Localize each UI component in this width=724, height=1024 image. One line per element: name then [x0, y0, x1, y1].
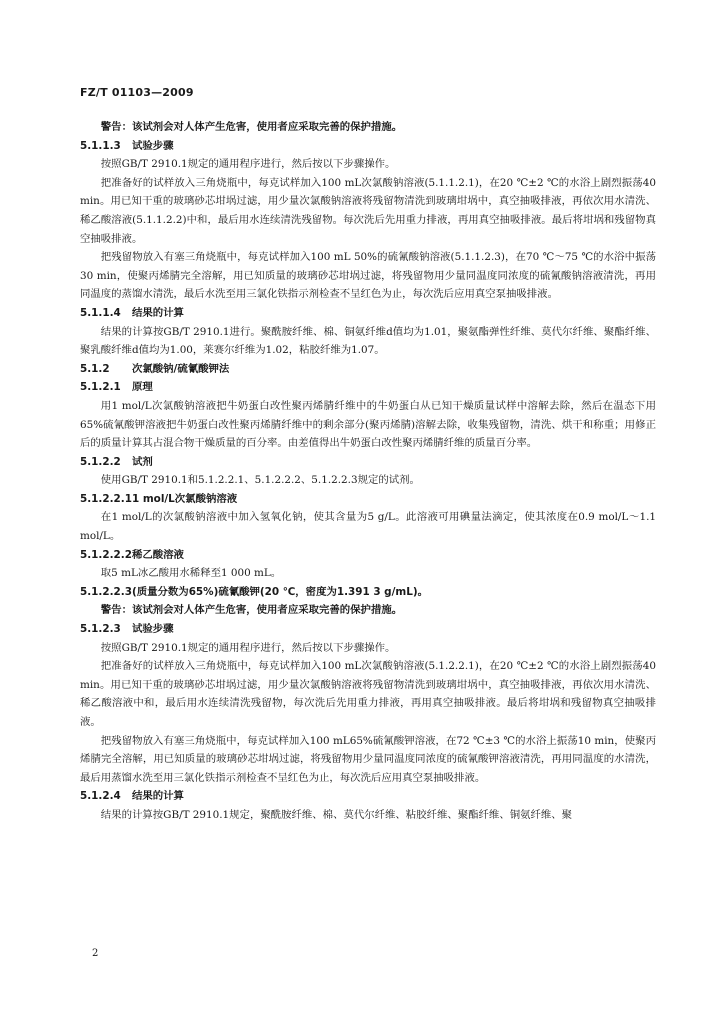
paragraph: 把准备好的试样放入三角烧瓶中，每克试样加入100 mL次氯酸钠溶液(5.1.2.2.1)，在20 ℃±2 ℃的水浴上剧烈振荡40 min。用已知干重的玻璃砂芯坩埚过滤，用少量次氯酸钠溶液将残留物清洗到玻璃坩埚中，真空抽吸排液，再依次用水清洗、稀乙酸溶液中和，最后用水连续清洗残留物，每次洗后先用重力排液，再用真空抽吸排液。最后将坩埚和残留物真空抽吸排液。	[80, 660, 656, 728]
paragraph: 按照GB/T 2910.1规定的通用程序进行，然后按以下步骤操作。	[100, 641, 396, 654]
section-title: 次氯酸钠/硫氰酸钾法	[132, 362, 230, 375]
section-title: (质量分数为65%)硫氰酸钾(20 ℃，密度为1.391 3 g/mL)。	[132, 585, 429, 598]
section-heading	[80, 546, 656, 565]
paragraph: 在1 mol/L的次氯酸钠溶液中加入氢氧化钠，使其含量为5 g/L。此溶液可用碘量法滴定，使其浓度在0.9 mol/L～1.1 mol/L。	[80, 511, 656, 543]
document-code: FZ/T 01103—2009	[80, 86, 194, 99]
section-number: 5.1.1.4	[80, 306, 121, 319]
section-number: 5.1.2.2	[80, 455, 121, 468]
page-number: 2	[92, 948, 99, 959]
section-number: 5.1.2.4	[80, 790, 121, 803]
section-heading	[80, 490, 656, 509]
section-heading	[80, 304, 656, 323]
section-number: 5.1.2.1	[80, 381, 121, 394]
paragraph: 把准备好的试样放入三角烧瓶中，每克试样加入100 mL次氯酸钠溶液(5.1.1.2.1)，在20 ℃±2 ℃的水浴上剧烈振荡40 min。用已知干重的玻璃砂芯坩埚过滤，用少量次氯酸钠溶液将残留物清洗到玻璃坩埚中，真空抽吸排液，再依次用水清洗、稀乙酸溶液(5.1.1.2.2)中和，最后用水连续清洗残留物。每次洗后先用重力排液，再用真空抽吸排液。最后将坩埚和残留物真空抽吸排液。	[80, 176, 656, 245]
section-title: 结果的计算	[132, 306, 184, 319]
section-heading	[80, 453, 656, 472]
section-heading	[80, 620, 656, 639]
paragraph: 把残留物放入有塞三角烧瓶中，每克试样加入100 mL 50%的硫氰酸钠溶液(5.1.1.2.3)，在70 ℃～75 ℃的水浴中振荡30 min，使聚丙烯腈完全溶解，用已知质量的玻璃砂芯坩埚过滤，将残留物用少量同温度同浓度的硫氰酸钠溶液清洗，再用同温度的蒸馏水清洗，最后水洗至用三氯化铁指示剂检查不呈红色为止，每次洗后应用真空泵抽吸排液。	[80, 251, 656, 301]
document-body	[80, 118, 656, 825]
section-heading	[80, 360, 656, 379]
section-number: 5.1.2.2.1	[80, 492, 132, 505]
section-number: 5.1.1.3	[80, 139, 121, 152]
paragraph: 按照GB/T 2910.1规定的通用程序进行，然后按以下步骤操作。	[100, 158, 396, 171]
warning-text: 警告：该试剂会对人体产生危害，使用者应采取完善的保护措施。	[100, 604, 403, 617]
section-heading	[80, 787, 656, 806]
section-title: 结果的计算	[132, 790, 184, 803]
section-number: 5.1.2.2.2	[80, 548, 132, 561]
section-title: 1 mol/L次氯酸钠溶液	[132, 492, 238, 505]
section-number: 5.1.2.2.3	[80, 585, 132, 598]
section-number: 5.1.2.3	[80, 623, 121, 636]
warning-text: 警告：该试剂会对人体产生危害，使用者应采取完善的保护措施。	[100, 121, 403, 133]
section-heading	[80, 378, 656, 397]
section-title: 试剂	[132, 455, 153, 468]
paragraph: 使用GB/T 2910.1和5.1.2.2.1、5.1.2.2.2、5.1.2.2.3规定的试剂。	[100, 474, 420, 487]
section-title: 试验步骤	[132, 623, 174, 636]
section-title: 原理	[132, 381, 153, 394]
section-heading	[80, 583, 656, 602]
section-heading	[80, 137, 656, 156]
section-number: 5.1.2	[80, 362, 110, 375]
paragraph: 结果的计算按GB/T 2910.1规定，聚酰胺纤维、棉、莫代尔纤维、粘胶纤维、聚酯纤维、铜氨纤维、聚	[100, 808, 573, 821]
paragraph: 用1 mol/L次氯酸钠溶液把牛奶蛋白改性聚丙烯腈纤维中的牛奶蛋白从已知干燥质量试样中溶解去除，然后在温态下用65%硫氰酸钾溶液把牛奶蛋白改性聚丙烯腈纤维中的剩余部分(聚丙烯腈)溶解去除，收集残留物，清洗、烘干和称重；用修正后的质量计算其占混合物干燥质量的百分率。由差值得出牛奶蛋白改性聚丙烯腈纤维的质量百分率。	[80, 399, 656, 450]
section-title: 稀乙酸溶液	[132, 548, 184, 561]
paragraph: 把残留物放入有塞三角烧瓶中，每克试样加入100 mL65%硫氰酸钾溶液，在72 ℃±3 ℃的水浴上振荡10 min，使聚丙烯腈完全溶解，用已知质量的玻璃砂芯坩埚过滤，将残留物用少量同温度同浓度的硫氰酸钾溶液清洗，再用同温度的水清洗，最后用蒸馏水洗至用三氯化铁指示剂检查不呈红色为止，每次洗后应用真空泵抽吸排液。	[80, 734, 656, 784]
section-title: 试验步骤	[132, 139, 174, 152]
paragraph: 取5 mL冰乙酸用水稀释至1 000 mL。	[100, 567, 282, 580]
paragraph: 结果的计算按GB/T 2910.1进行。聚酰胺纤维、棉、铜氨纤维d值均为1.01，聚氨酯弹性纤维、莫代尔纤维、聚酯纤维、聚乳酸纤维d值均为1.00，莱赛尔纤维为1.02，粘胶纤维为1.07。	[80, 325, 656, 357]
